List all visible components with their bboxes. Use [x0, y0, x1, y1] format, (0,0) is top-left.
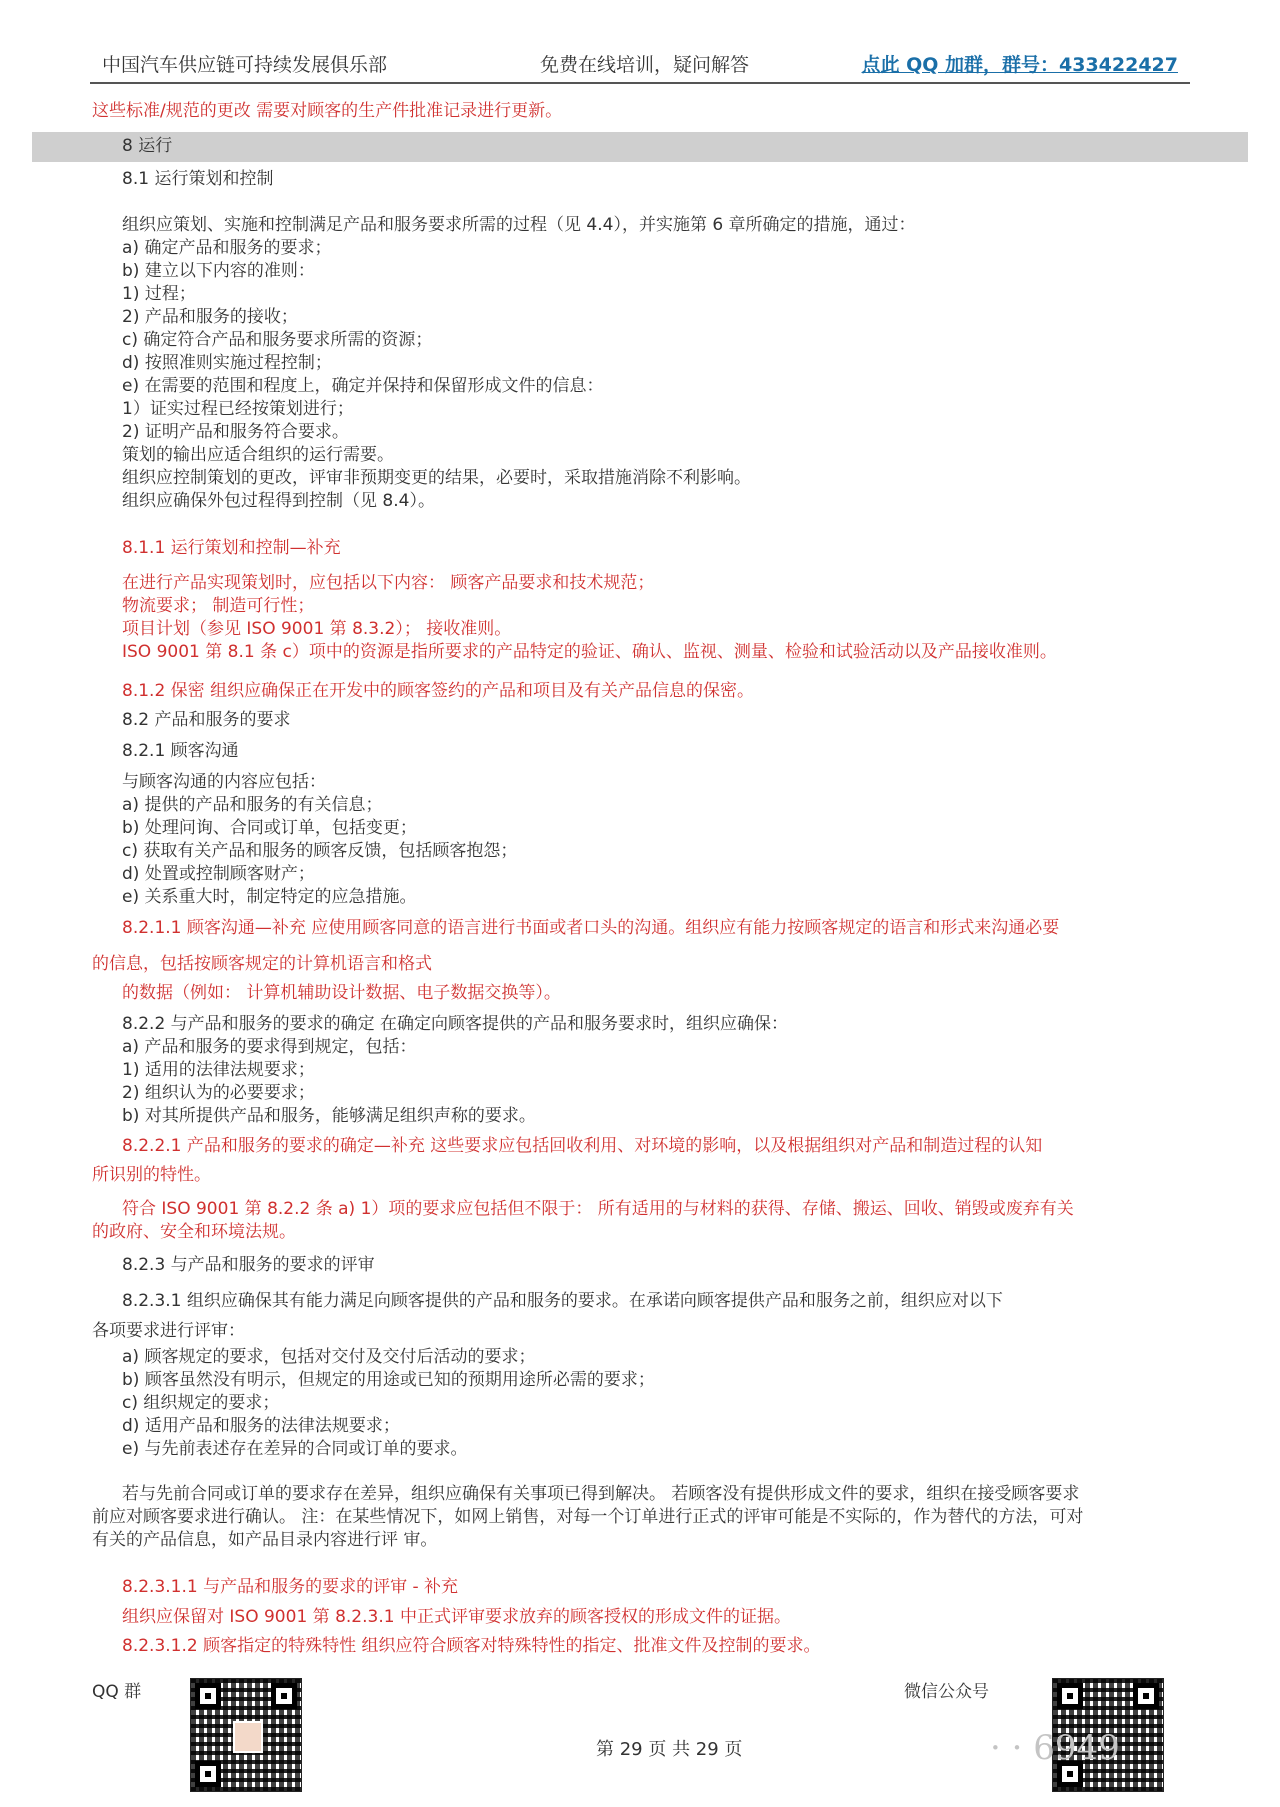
text-line: d) 适用产品和服务的法律法规要求；: [122, 1416, 400, 1436]
page-number: 第 29 页 共 29 页: [596, 1739, 743, 1760]
text-line: e) 在需要的范围和程度上，确定并保持和保留形成文件的信息：: [122, 376, 604, 396]
text-line: 8.2.3.1.2 顾客指定的特殊特性 组织应符合顾客对特殊特性的指定、批准文件及控制的要求。: [122, 1636, 821, 1656]
text-line: 1) 过程；: [122, 284, 196, 304]
text-line: 项目计划（参见 ISO 9001 第 8.3.2）； 接收准则。: [122, 619, 512, 639]
text-line: 组织应控制策划的更改，评审非预期变更的结果，必要时，采取措施消除不利影响。: [122, 468, 751, 488]
text-line: 2) 证明产品和服务符合要求。: [122, 422, 349, 442]
text-line: 的数据（例如： 计算机辅助设计数据、电子数据交换等）。: [122, 983, 561, 1003]
text-line: e) 关系重大时，制定特定的应急措施。: [122, 887, 417, 907]
qr-finder-icon: [195, 1683, 221, 1709]
text-line: 1）证实过程已经按策划进行；: [122, 399, 354, 419]
footer-qq-group-label: QQ 群: [92, 1682, 142, 1702]
text-line: 8.2.3.1 组织应确保其有能力满足向顾客提供的产品和服务的要求。在承诺向顾客提供产品和服务之前，组织应对以下: [122, 1291, 1003, 1311]
text-line: a) 确定产品和服务的要求；: [122, 238, 332, 258]
text-line: 有关的产品信息，如产品目录内容进行评 审。: [92, 1530, 438, 1550]
qr-avatar-icon: [233, 1721, 263, 1753]
text-line: 组织应策划、实施和控制满足产品和服务要求所需的过程（见 4.4），并实施第 6 章所确定的措施，通过：: [122, 215, 916, 235]
text-line: 物流要求； 制造可行性；: [122, 596, 315, 616]
text-line: 8.2.3 与产品和服务的要求的评审: [122, 1255, 375, 1275]
text-line: ISO 9001 第 8.1 条 c）项中的资源是指所要求的产品特定的验证、确认、监视、测量、检验和试验活动以及产品接收准则。: [122, 642, 1057, 662]
text-line: 8.2.1 顾客沟通: [122, 741, 239, 761]
text-line: 8.2.2.1 产品和服务的要求的确定—补充 这些要求应包括回收利用、对环境的影响，以及根据组织对产品和制造过程的认知: [122, 1136, 1043, 1156]
text-line: 2) 组织认为的必要要求；: [122, 1083, 315, 1103]
text-line: 组织应确保外包过程得到控制（见 8.4）。: [122, 491, 435, 511]
text-line: 8.2.2 与产品和服务的要求的确定 在确定向顾客提供的产品和服务要求时，组织应确保：: [122, 1014, 789, 1034]
text-line: 8.2.3.1.1 与产品和服务的要求的评审 - 补充: [122, 1577, 459, 1597]
text-line: a) 提供的产品和服务的有关信息；: [122, 795, 383, 815]
text-line: c) 确定符合产品和服务要求所需的资源；: [122, 330, 433, 350]
header-org-name: 中国汽车供应链可持续发展俱乐部: [102, 54, 388, 76]
qr-finder-icon: [195, 1761, 221, 1787]
text-line: d) 按照准则实施过程控制；: [122, 353, 332, 373]
section-8-highlight-bar: [32, 132, 1248, 162]
text-line: 8.2.1.1 顾客沟通—补充 应使用顾客同意的语言进行书面或者口头的沟通。组织应有能力按顾客规定的语言和形式来沟通必要: [122, 918, 1060, 938]
header-qq-group-link[interactable]: 点此 QQ 加群，群号：433422427: [861, 54, 1178, 76]
text-line: 符合 ISO 9001 第 8.2.2 条 a) 1）项的要求应包括但不限于： 所有适用的与材料的获得、存储、搬运、回收、销毁或废弃有关: [122, 1199, 1074, 1219]
text-line: 组织应保留对 ISO 9001 第 8.2.3.1 中正式评审要求放弃的顾客授权的形成文件的证据。: [122, 1607, 791, 1627]
text-line: 8.2 产品和服务的要求: [122, 710, 291, 730]
text-line: 8.1 运行策划和控制: [122, 169, 274, 189]
text-line: 与顾客沟通的内容应包括：: [122, 772, 326, 792]
footer-wechat-label: 微信公众号: [904, 1682, 989, 1702]
text-line: b) 顾客虽然没有明示，但规定的用途或已知的预期用途所必需的要求；: [122, 1370, 655, 1390]
text-line: d) 处置或控制顾客财产；: [122, 864, 315, 884]
text-line: 所识别的特性。: [92, 1165, 211, 1185]
text-line: 的信息，包括按顾客规定的计算机语言和格式: [92, 954, 432, 974]
text-line: 若与先前合同或订单的要求存在差异，组织应确保有关事项已得到解决。 若顾客没有提供形成文件的要求，组织在接受顾客要求: [122, 1484, 1080, 1504]
text-line: 2) 产品和服务的接收；: [122, 307, 298, 327]
text-line: 8.1.2 保密 组织应确保正在开发中的顾客签约的产品和项目及有关产品信息的保密。: [122, 681, 755, 701]
text-line: c) 获取有关产品和服务的顾客反馈，包括顾客抱怨；: [122, 841, 518, 861]
qr-finder-icon: [1057, 1683, 1083, 1709]
text-line: c) 组织规定的要求；: [122, 1393, 280, 1413]
header-training-note: 免费在线培训，疑问解答: [540, 54, 750, 76]
text-line: a) 产品和服务的要求得到规定，包括：: [122, 1037, 417, 1057]
text-line: 策划的输出应适合组织的运行需要。: [122, 445, 394, 465]
text-line: a) 顾客规定的要求，包括对交付及交付后活动的要求；: [122, 1347, 536, 1367]
text-line: 各项要求进行评审：: [92, 1321, 245, 1341]
text-line: b) 对其所提供产品和服务，能够满足组织声称的要求。: [122, 1106, 536, 1126]
text-line: 这些标准/规范的更改 需要对顾客的生产件批准记录进行更新。: [92, 101, 563, 121]
qr-finder-icon: [1133, 1683, 1159, 1709]
text-line: 8.1.1 运行策划和控制—补充: [122, 538, 341, 558]
text-line: e) 与先前表述存在差异的合同或订单的要求。: [122, 1439, 468, 1459]
qq-group-qr-code: [190, 1678, 302, 1792]
text-line: 8 运行: [122, 136, 173, 156]
qr-finder-icon: [271, 1683, 297, 1709]
page-header: [90, 46, 1190, 84]
text-line: 在进行产品实现策划时，应包括以下内容： 顾客产品要求和技术规范；: [122, 573, 655, 593]
text-line: 的政府、安全和环境法规。: [92, 1222, 296, 1242]
wechat-watermark: · · 6949: [990, 1728, 1120, 1768]
text-line: b) 建立以下内容的准则：: [122, 261, 315, 281]
text-line: b) 处理问询、合同或订单，包括变更；: [122, 818, 417, 838]
text-line: 1) 适用的法律法规要求；: [122, 1060, 315, 1080]
text-line: 前应对顾客要求进行确认。 注：在某些情况下，如网上销售，对每一个订单进行正式的评审可能是不实际的，作为替代的方法，可对: [92, 1507, 1084, 1527]
